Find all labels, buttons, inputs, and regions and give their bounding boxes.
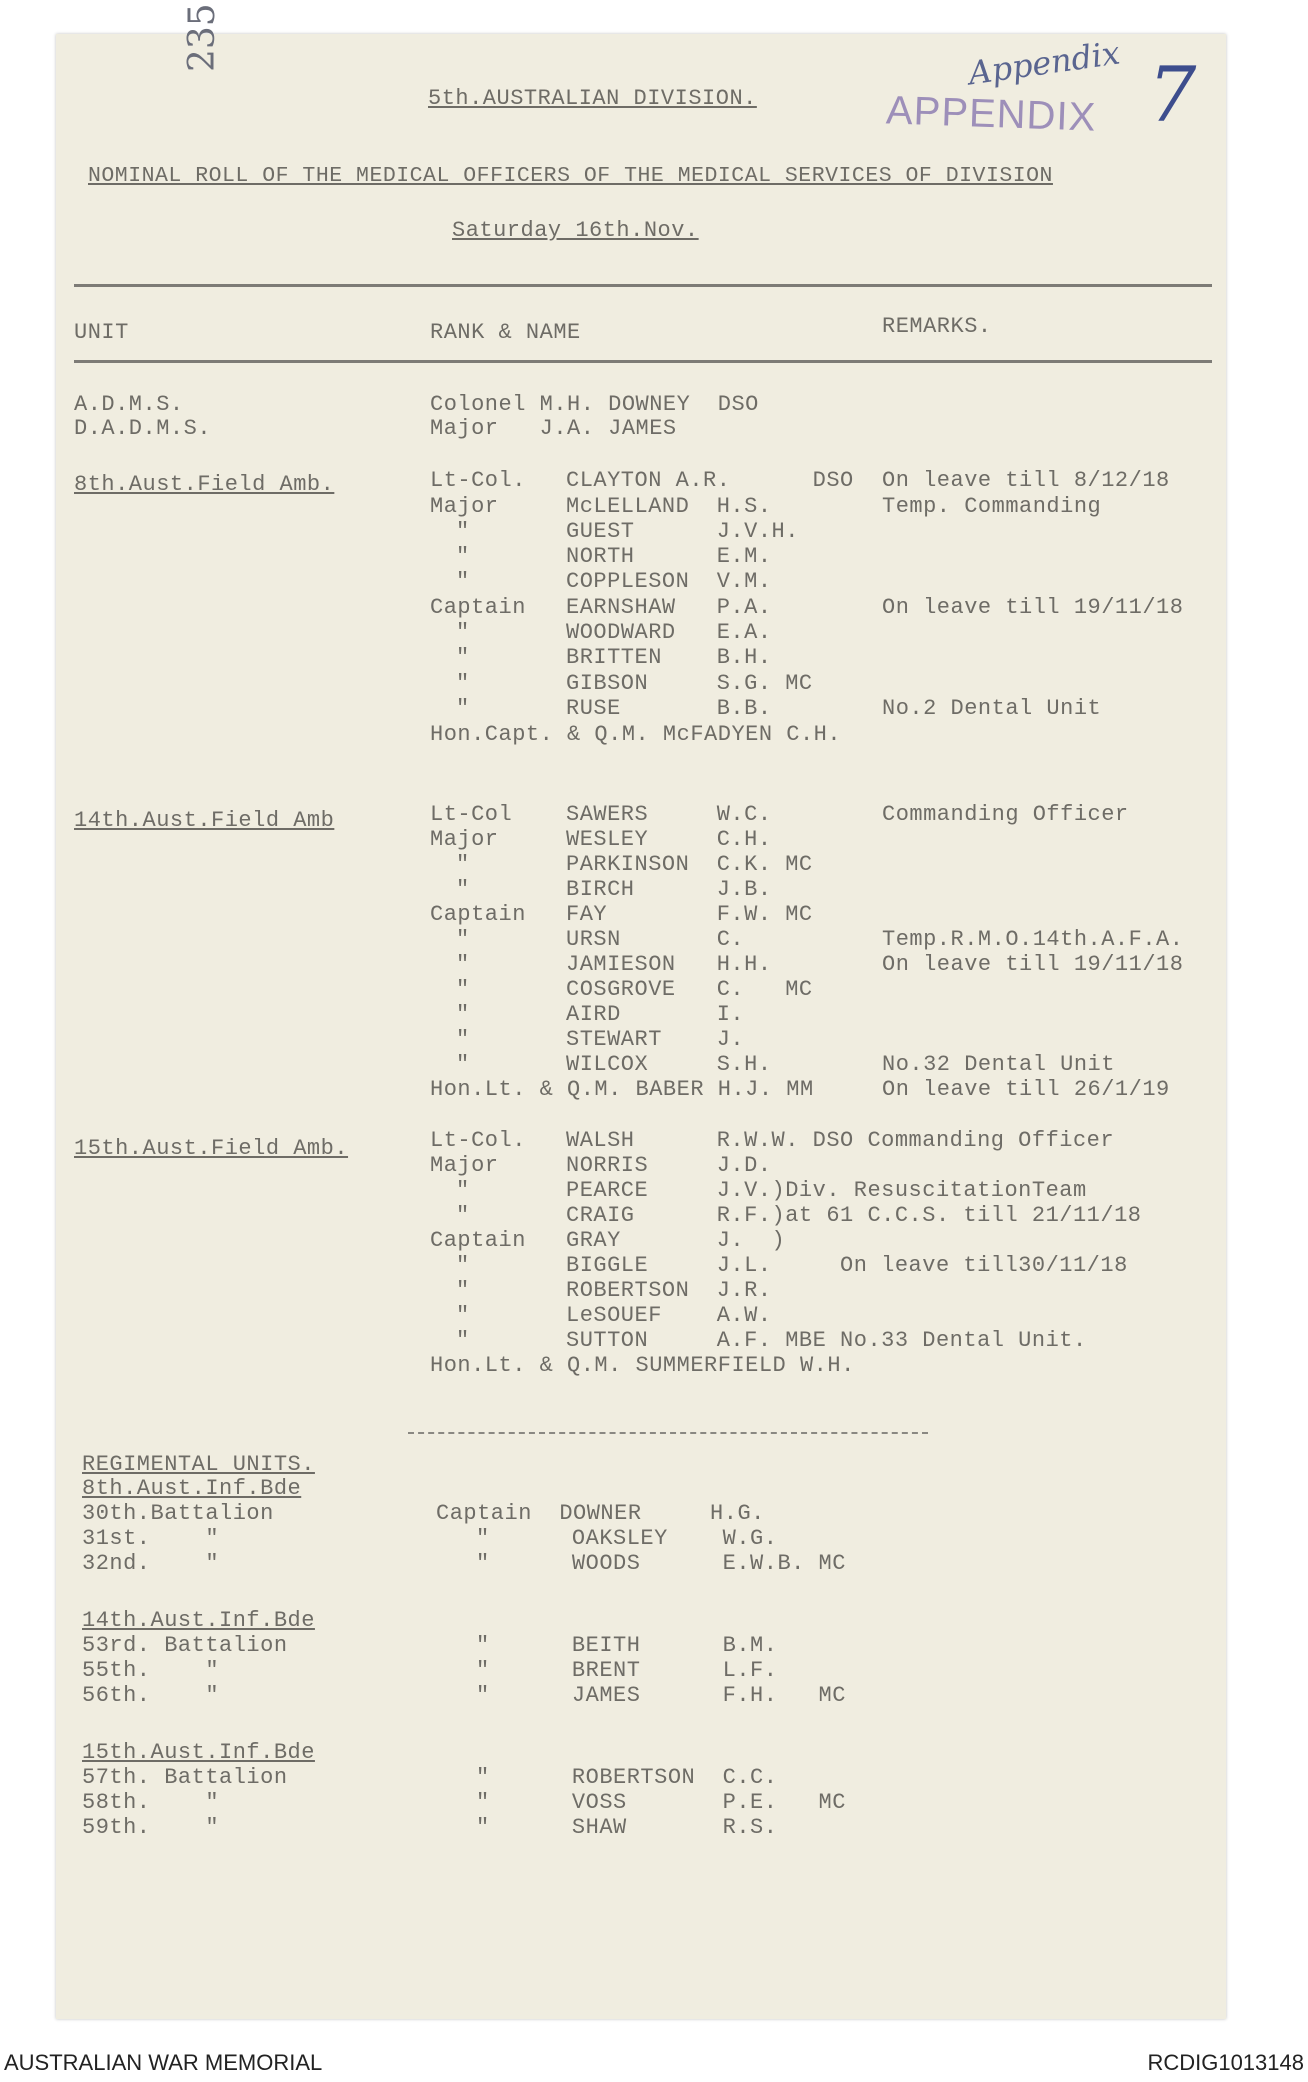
roll-line: ROBERTSON J.R. — [566, 1278, 772, 1303]
roll-line: GIBSON S.G. MC — [566, 671, 813, 696]
roll-line: Colonel M.H. DOWNEY DSO — [430, 392, 759, 417]
roll-line: WOODWARD E.A. — [566, 620, 772, 645]
roll-line: " — [456, 1253, 470, 1278]
roll-line: " — [456, 519, 470, 544]
roll-line: Major J.A. JAMES — [430, 416, 677, 441]
roll-line: 14th.Aust.Field Amb — [74, 808, 335, 833]
roll-line: 31st. " — [82, 1526, 220, 1551]
roll-line: " SHAW R.S. — [476, 1815, 778, 1840]
roll-line: Lt-Col — [430, 802, 513, 827]
document-title: NOMINAL ROLL OF THE MEDICAL OFFICERS OF THE MEDICAL SERVICES OF DIVISION — [88, 164, 1053, 188]
roll-line: " — [456, 1203, 470, 1228]
section-divider — [408, 1432, 928, 1434]
roll-line: A.D.M.S. — [74, 392, 184, 417]
roll-line: SUTTON A.F. MBE No.33 Dental Unit. — [566, 1328, 1087, 1353]
roll-line: Commanding Officer — [882, 802, 1129, 827]
column-header-remarks: REMARKS. — [882, 314, 992, 339]
roll-line: 15th.Aust.Inf.Bde — [82, 1740, 315, 1765]
roll-line: " — [456, 1328, 470, 1353]
roll-line: 59th. " — [82, 1815, 220, 1840]
roll-line: 30th.Battalion — [82, 1501, 274, 1526]
handwritten-appendix-number: 7 — [1148, 50, 1197, 139]
roll-line: Lt-Col. — [430, 468, 526, 493]
roll-line: NORTH E.M. — [566, 544, 772, 569]
roll-line: WALSH R.W.W. DSO Commanding Officer — [566, 1128, 1115, 1153]
roll-line: COSGROVE C. MC — [566, 977, 813, 1002]
roll-line: " JAMES F.H. MC — [476, 1683, 846, 1708]
roll-line: On leave till 19/11/18 — [882, 595, 1184, 620]
roll-line: Lt-Col. — [430, 1128, 526, 1153]
roll-line: GUEST J.V.H. — [566, 519, 799, 544]
roll-line: FAY F.W. MC — [566, 902, 813, 927]
footer-credit: AUSTRALIAN WAR MEMORIAL — [4, 2050, 323, 2075]
roll-line: Major — [430, 494, 499, 519]
roll-line: 56th. " — [82, 1683, 220, 1708]
roll-line: Captain DOWNER H.G. — [436, 1501, 765, 1526]
roll-line: COPPLESON V.M. — [566, 569, 772, 594]
roll-line: AIRD I. — [566, 1002, 745, 1027]
roll-line: " — [456, 1027, 470, 1052]
roll-line: GRAY J. ) — [566, 1228, 786, 1253]
roll-line: Major — [430, 1153, 499, 1178]
division-heading: 5th.AUSTRALIAN DIVISION. — [428, 86, 757, 111]
roll-line: " — [456, 569, 470, 594]
roll-line: BIGGLE J.L. On leave till30/11/18 — [566, 1253, 1128, 1278]
roll-line: McLELLAND H.S. — [566, 494, 772, 519]
roll-line: RUSE B.B. — [566, 696, 772, 721]
roll-line: " BRENT L.F. — [476, 1658, 778, 1683]
roll-line: " — [456, 952, 470, 977]
roll-line: " — [456, 852, 470, 877]
roll-line: " — [456, 671, 470, 696]
roll-line: PEARCE J.V.)Div. ResuscitationTeam — [566, 1178, 1087, 1203]
roll-line: Captain — [430, 1228, 526, 1253]
column-header-unit: UNIT — [74, 320, 129, 345]
roll-line: Major — [430, 827, 499, 852]
roll-line: 8th.Aust.Inf.Bde — [82, 1476, 302, 1501]
roll-line: URSN C. — [566, 927, 745, 952]
roll-line: Temp.R.M.O.14th.A.F.A. — [882, 927, 1184, 952]
roll-line: No.2 Dental Unit — [882, 696, 1102, 721]
roll-line: CLAYTON A.R. DSO — [566, 468, 854, 493]
roll-line: PARKINSON C.K. MC — [566, 852, 813, 877]
roll-line: " — [456, 927, 470, 952]
roll-line: WILCOX S.H. — [566, 1052, 772, 1077]
roll-line: EARNSHAW P.A. — [566, 595, 772, 620]
roll-line: " WOODS E.W.B. MC — [476, 1551, 846, 1576]
roll-line: WESLEY C.H. — [566, 827, 772, 852]
roll-line: Hon.Lt. & Q.M. SUMMERFIELD W.H. — [430, 1353, 855, 1378]
roll-line: " — [456, 645, 470, 670]
handwritten-note: Appendix — [966, 33, 1123, 93]
roll-line: " — [456, 1178, 470, 1203]
roll-line: LeSOUEF A.W. — [566, 1303, 772, 1328]
roll-line: SAWERS W.C. — [566, 802, 772, 827]
roll-line: JAMIESON H.H. — [566, 952, 772, 977]
roll-line: D.A.D.M.S. — [74, 416, 212, 441]
roll-line: " OAKSLEY W.G. — [476, 1526, 778, 1551]
roll-line: " BEITH B.M. — [476, 1633, 778, 1658]
roll-line: CRAIG R.F.)at 61 C.C.S. till 21/11/18 — [566, 1203, 1142, 1228]
roll-line: " — [456, 696, 470, 721]
footer-reference: RCDIG1013148 — [1147, 2050, 1304, 2075]
header-rule-bottom — [74, 360, 1212, 363]
roll-line: Hon.Lt. & Q.M. BABER H.J. MM — [430, 1077, 814, 1102]
roll-line: 58th. " — [82, 1790, 220, 1815]
roll-line: 55th. " — [82, 1658, 220, 1683]
document-date: Saturday 16th.Nov. — [452, 218, 699, 243]
roll-line: " VOSS P.E. MC — [476, 1790, 846, 1815]
roll-line: " — [456, 1002, 470, 1027]
roll-line: Temp. Commanding — [882, 494, 1102, 519]
roll-line: 53rd. Battalion — [82, 1633, 288, 1658]
roll-line: " — [456, 1052, 470, 1077]
roll-line: Hon.Capt. & Q.M. McFADYEN C.H. — [430, 722, 842, 747]
roll-line: 14th.Aust.Inf.Bde — [82, 1608, 315, 1633]
roll-line: " — [456, 1278, 470, 1303]
roll-line: " — [456, 620, 470, 645]
roll-line: STEWART J. — [566, 1027, 745, 1052]
roll-line: 32nd. " — [82, 1551, 220, 1576]
roll-line: On leave till 19/11/18 — [882, 952, 1184, 977]
roll-line: On leave till 8/12/18 — [882, 468, 1170, 493]
roll-line: On leave till 26/1/19 — [882, 1077, 1170, 1102]
roll-line: " — [456, 877, 470, 902]
page-number: 235 — [182, 3, 223, 72]
roll-line: BIRCH J.B. — [566, 877, 772, 902]
roll-line: " — [456, 544, 470, 569]
roll-line: BRITTEN B.H. — [566, 645, 772, 670]
roll-line: 57th. Battalion — [82, 1765, 288, 1790]
appendix-stamp: APPENDIX — [885, 88, 1098, 140]
roll-line: " — [456, 977, 470, 1002]
roll-line: 8th.Aust.Field Amb. — [74, 472, 335, 497]
roll-line: " ROBERTSON C.C. — [476, 1765, 778, 1790]
roll-line: Captain — [430, 902, 526, 927]
header-rule-top — [74, 284, 1212, 287]
roll-line: Captain — [430, 595, 526, 620]
roll-line: NORRIS J.D. — [566, 1153, 772, 1178]
roll-line: REGIMENTAL UNITS. — [82, 1452, 315, 1477]
roll-line: 15th.Aust.Field Amb. — [74, 1136, 349, 1161]
column-header-rank-name: RANK & NAME — [430, 320, 581, 345]
roll-line: " — [456, 1303, 470, 1328]
roll-line: No.32 Dental Unit — [882, 1052, 1115, 1077]
